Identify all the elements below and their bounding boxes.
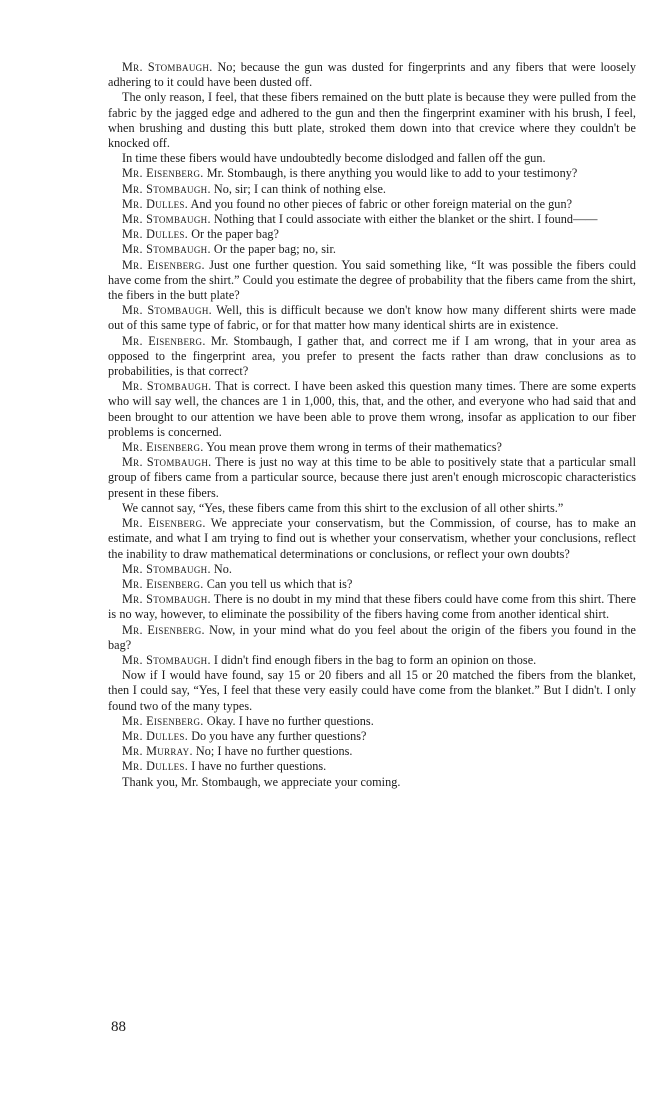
paragraph-text: Or the paper bag? [188, 227, 280, 242]
paragraph-text: No, sir; I can think of nothing else. [210, 181, 386, 196]
paragraph [108, 440, 636, 455]
speaker-name: Mr. Eisenberg. [122, 622, 205, 637]
paragraph-text: Or the paper bag; no, sir. [210, 242, 337, 257]
paragraph-text: Well, this is difficult because we don't know how many different shirts were made out of this same type of fabric, or for that matter how many identical shirts are in existence. [108, 303, 637, 333]
speaker-name: Mr. Stombaugh. [122, 561, 211, 576]
paragraph-text: We cannot say, “Yes, these fibers came from this shirt to the exclusion of all other shirts.” [122, 500, 564, 515]
speaker-name: Mr. Eisenberg. [122, 333, 206, 348]
speaker-name: Mr. Dulles. [122, 196, 189, 211]
paragraph-text: Thank you, Mr. Stombaugh, we appreciate your coming. [122, 774, 401, 789]
speaker-name: Mr. Eisenberg. [122, 257, 205, 272]
paragraph [108, 623, 636, 653]
speaker-name: Mr. Stombaugh. [122, 455, 212, 470]
speaker-name: Mr. Dulles. [122, 759, 189, 774]
paragraph-text: In time these fibers would have undoubtedly become dislodged and fallen off the gun. [122, 151, 546, 166]
paragraph-text: There is no doubt in my mind that these fibers could have come from this shirt. There is no way, however, to eliminate the possibility of the fibers having come from another identical shirt. [108, 592, 636, 622]
paragraph [108, 577, 636, 592]
speaker-name: Mr. Dulles. [122, 728, 189, 743]
paragraph [108, 90, 636, 151]
speaker-name: Mr. Eisenberg. [122, 440, 204, 455]
speaker-name: Mr. Murray. [122, 744, 193, 759]
paragraph [108, 60, 636, 90]
page-number: 88 [111, 1019, 126, 1035]
paragraph [108, 334, 636, 380]
paragraph [108, 166, 636, 181]
testimony-page [108, 60, 636, 790]
speaker-name: Mr. Stombaugh. [122, 60, 213, 74]
paragraph-text: Just one further question. You said something like, “It was possible the fibers could have come from the shirt.” Could you estimate the degree of probability that the fibers came from the shirt, the fibers in the butt plate? [108, 257, 636, 303]
paragraph-text: Now if I would have found, say 15 or 20 fibers and all 15 or 20 matched the fibers from the blanket, then I could say, “Yes, I feel that these very easily could have come from the blanket.” But I didn't. I only found two of the many types. [108, 668, 636, 713]
paragraph [108, 744, 636, 759]
paragraph-text: No. [210, 561, 232, 576]
paragraph [108, 653, 636, 668]
speaker-name: Mr. Stombaugh. [122, 379, 212, 394]
paragraph [108, 714, 636, 729]
paragraph-text: I didn't find enough fibers in the bag to form an opinion on those. [210, 652, 537, 667]
paragraph-text: Mr. Stombaugh, is there anything you would like to add to your testimony? [203, 166, 578, 181]
paragraph [108, 516, 636, 562]
paragraph-text: Can you tell us which that is? [203, 576, 353, 591]
paragraph [108, 775, 636, 790]
speaker-name: Mr. Stombaugh. [122, 652, 211, 667]
speaker-name: Mr. Stombaugh. [122, 592, 211, 607]
paragraph [108, 197, 636, 212]
paragraph-text: Do you have any further questions? [188, 728, 367, 743]
paragraph-text: I have no further questions. [188, 759, 327, 774]
paragraph [108, 668, 636, 714]
paragraph [108, 182, 636, 197]
paragraph-text: Nothing that I could associate with either the blanket or the shirt. I found—— [210, 212, 598, 227]
paragraph [108, 212, 636, 227]
paragraph [108, 227, 636, 242]
paragraph-text: And you found no other pieces of fabric or other foreign material on the gun? [188, 196, 573, 211]
paragraph [108, 258, 636, 304]
speaker-name: Mr. Stombaugh. [122, 212, 211, 227]
paragraph-text: There is just no way at this time to be able to positively state that a particular small group of fibers came from a particular source, because there just aren't enough microscopic characteristics present in these fibers. [108, 455, 637, 500]
paragraph-text: You mean prove them wrong in terms of their mathematics? [203, 440, 502, 455]
paragraph [108, 729, 636, 744]
paragraph [108, 151, 636, 166]
paragraph-text: No; because the gun was dusted for fingerprints and any fibers that were loosely adhering to it could have been dusted off. [108, 60, 636, 90]
speaker-name: Mr. Stombaugh. [122, 303, 213, 318]
paragraph-text: The only reason, I feel, that these fibers remained on the butt plate is because they were pulled from the fabric by the jagged edge and adhered to the gun and then the fingerprint examiner with his brush, I feel, when brushing and dusting this butt plate, stroked them down into that crevice where they couldn't be knocked off. [108, 90, 636, 151]
speaker-name: Mr. Eisenberg. [122, 713, 204, 728]
paragraph [108, 501, 636, 516]
paragraph [108, 455, 636, 501]
paragraph-text: We appreciate your conservatism, but the Commission, of course, has to make an estimate, and what I am trying to find out is whether your conservatism, whether your conclusions, reflect the inability to draw mathematical determinations or conclusions, or reflect your own doubts? [108, 516, 636, 561]
paragraph [108, 592, 636, 622]
paragraph [108, 303, 636, 333]
paragraph-text: Okay. I have no further questions. [203, 713, 374, 728]
speaker-name: Mr. Eisenberg. [122, 576, 204, 591]
paragraph-text: Now, in your mind what do you feel about the origin of the fibers you found in the bag? [108, 622, 636, 652]
paragraph [108, 562, 636, 577]
speaker-name: Mr. Stombaugh. [122, 242, 211, 257]
paragraph [108, 379, 636, 440]
paragraph [108, 242, 636, 257]
speaker-name: Mr. Stombaugh. [122, 181, 211, 196]
speaker-name: Mr. Eisenberg. [122, 166, 204, 181]
speaker-name: Mr. Eisenberg. [122, 516, 206, 531]
paragraph [108, 759, 636, 774]
paragraph-text: No; I have no further questions. [192, 744, 353, 759]
paragraph-text: That is correct. I have been asked this question many times. There are some experts who will say well, the chances are 1 in 1,000, this, that, and the other, and everyone who had said that and been brought to our attention we have been able to prove them wrong, insofar as application to our fiber problems is concerned. [108, 379, 637, 439]
speaker-name: Mr. Dulles. [122, 227, 189, 242]
paragraph-text: Mr. Stombaugh, I gather that, and correct me if I am wrong, that in your area as opposed to the fingerprint area, you prefer to present the facts rather than draw conclusions as to probabilities, is that correct? [108, 333, 636, 379]
